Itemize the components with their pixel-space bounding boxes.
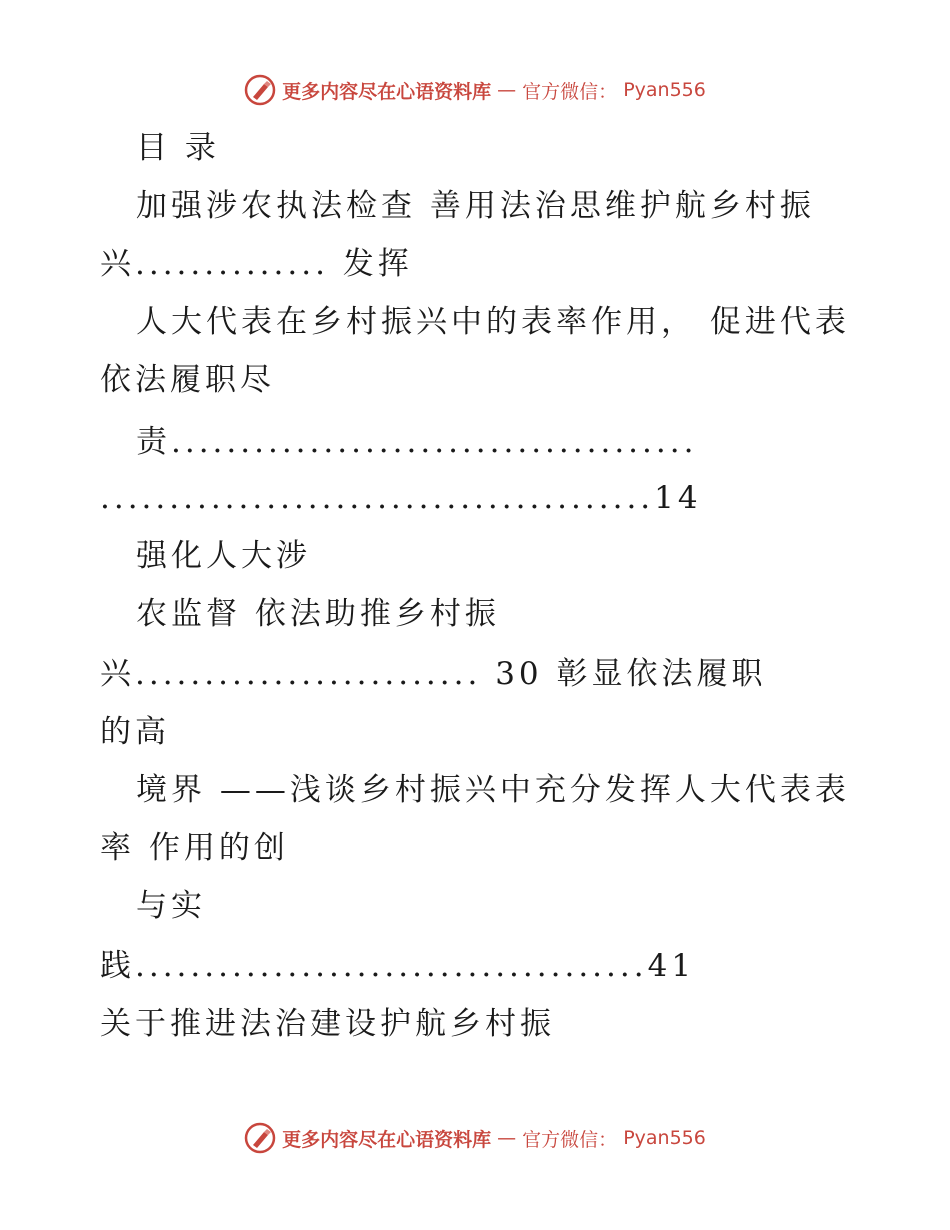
footer-banner <box>0 1122 950 1154</box>
toc-line: 加强涉农执法检查 善用法治思维护航乡村振 <box>136 188 815 224</box>
toc-line: 责...................................... <box>136 424 698 460</box>
pen-logo-icon <box>244 1122 276 1154</box>
toc-line: 的高 <box>100 714 170 750</box>
toc-line: 境界 ——浅谈乡村振兴中充分发挥人大代表表 <box>136 772 850 808</box>
banner-wechat-label: 官方微信： <box>522 80 618 103</box>
header-banner <box>0 74 950 106</box>
banner-wechat-id: Pyan556 <box>623 1127 706 1149</box>
toc-heading: 目 录 <box>136 130 220 166</box>
banner-dash: — <box>497 79 517 101</box>
toc-line: 兴......................... 30 彰显依法履职 <box>100 656 767 692</box>
toc-line: 农监督 依法助推乡村振 <box>136 596 500 632</box>
toc-line: 人大代表在乡村振兴中的表率作用， 促进代表 <box>136 304 850 340</box>
toc-line: 践.....................................41 <box>100 948 696 984</box>
toc-line: 与实 <box>136 888 206 924</box>
toc-line: 兴.............. 发挥 <box>100 246 413 282</box>
toc-line: ........................................14 <box>100 480 702 516</box>
banner-brand: 更多内容尽在心语资料库 <box>282 80 492 103</box>
toc-line: 强化人大涉 <box>136 538 311 574</box>
toc-line: 依法履职尽 <box>100 362 275 398</box>
toc-line: 关于推进法治建设护航乡村振 <box>100 1006 555 1042</box>
banner-brand: 更多内容尽在心语资料库 <box>282 1128 492 1151</box>
banner-wechat-label: 官方微信： <box>522 1128 618 1151</box>
banner-wechat-id: Pyan556 <box>623 79 706 101</box>
banner-dash: — <box>497 1127 517 1149</box>
toc-line: 率 作用的创 <box>100 830 289 866</box>
pen-logo-icon <box>244 74 276 106</box>
